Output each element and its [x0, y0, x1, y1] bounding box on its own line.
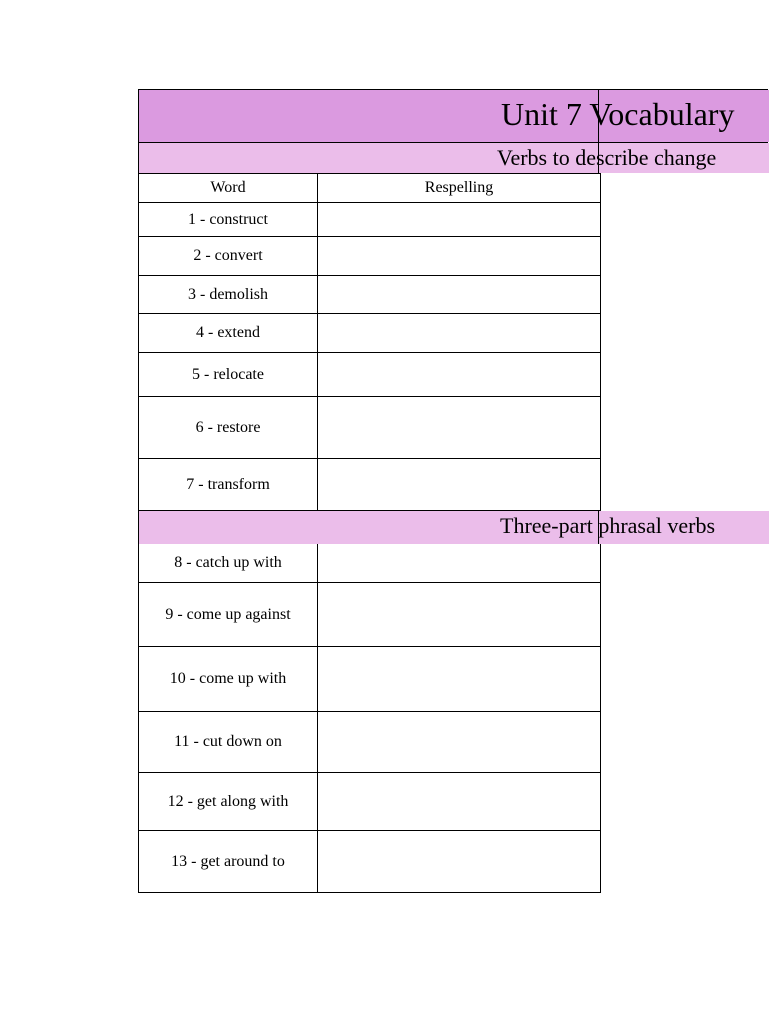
word-cell: 13 - get around to: [139, 831, 318, 893]
table-row: [139, 276, 601, 314]
worksheet: [138, 89, 768, 893]
respelling-cell[interactable]: [318, 397, 601, 459]
table-row: [139, 459, 601, 511]
table-row: [139, 544, 601, 583]
respelling-cell[interactable]: [318, 831, 601, 893]
respelling-cell[interactable]: [318, 203, 601, 237]
word-cell: 9 - come up against: [139, 583, 318, 647]
table-row: [139, 583, 601, 647]
respelling-cell[interactable]: [318, 583, 601, 647]
respelling-cell[interactable]: [318, 237, 601, 276]
table-row: [139, 397, 601, 459]
word-cell: 8 - catch up with: [139, 544, 318, 583]
column-header-respelling: Respelling: [318, 174, 601, 203]
page-title: Unit 7 Vocabulary: [501, 96, 735, 132]
respelling-cell[interactable]: [318, 773, 601, 831]
respelling-cell[interactable]: [318, 712, 601, 773]
word-cell: 2 - convert: [139, 237, 318, 276]
column-header-word: Word: [139, 174, 318, 203]
word-cell: 5 - relocate: [139, 353, 318, 397]
respelling-cell[interactable]: [318, 353, 601, 397]
word-cell: 1 - construct: [139, 203, 318, 237]
word-cell: 7 - transform: [139, 459, 318, 511]
word-cell: 3 - demolish: [139, 276, 318, 314]
table-row: [139, 831, 601, 893]
title-band: [138, 89, 768, 142]
table-row: [139, 773, 601, 831]
respelling-cell[interactable]: [318, 647, 601, 712]
vocab-table-verbs: [138, 173, 601, 511]
respelling-cell[interactable]: [318, 544, 601, 583]
section-band-verbs: [138, 142, 768, 173]
word-cell: 4 - extend: [139, 314, 318, 353]
respelling-cell[interactable]: [318, 276, 601, 314]
section-title-phrasal: Three-part phrasal verbs: [500, 513, 716, 538]
section-title-verbs: Verbs to describe change: [497, 145, 717, 170]
table-row: [139, 203, 601, 237]
respelling-cell[interactable]: [318, 314, 601, 353]
table-row: [139, 712, 601, 773]
table-header-row: [139, 174, 601, 203]
table-row: [139, 353, 601, 397]
table-row: [139, 314, 601, 353]
word-cell: 6 - restore: [139, 397, 318, 459]
word-cell: 10 - come up with: [139, 647, 318, 712]
word-cell: 11 - cut down on: [139, 712, 318, 773]
table-row: [139, 237, 601, 276]
table-row: [139, 647, 601, 712]
vocab-table-phrasal: [138, 543, 601, 893]
section-band-phrasal: [138, 511, 768, 544]
word-cell: 12 - get along with: [139, 773, 318, 831]
respelling-cell[interactable]: [318, 459, 601, 511]
